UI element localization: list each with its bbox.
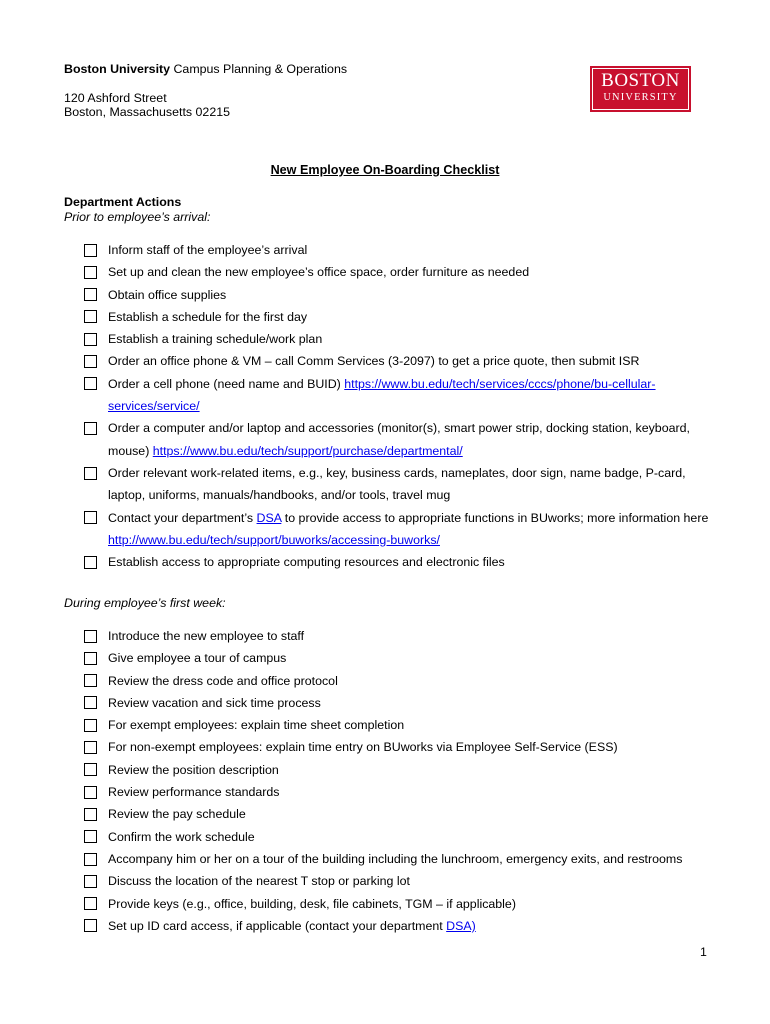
item-label: Establish a training schedule/work plan bbox=[108, 332, 323, 347]
checklist-item-text bbox=[108, 714, 724, 736]
checkbox[interactable] bbox=[84, 741, 97, 754]
item-label: Contact your department’s bbox=[108, 510, 257, 525]
page-number: 1 bbox=[700, 945, 707, 959]
checklist-item bbox=[84, 915, 724, 937]
checkbox[interactable] bbox=[84, 919, 97, 932]
item-link[interactable]: https://www.bu.edu/tech/support/purchase/departmental/ bbox=[152, 443, 463, 458]
checkbox[interactable] bbox=[84, 244, 97, 257]
item-label: Obtain office supplies bbox=[108, 287, 227, 302]
item-label: Accompany him or her on a tour of the building including the lunchroom, emergency exits, and restrooms bbox=[108, 851, 683, 866]
checklist-item bbox=[84, 803, 724, 825]
checklist-item bbox=[84, 507, 724, 552]
item-label: Order a cell phone (need name and BUID) bbox=[108, 376, 345, 391]
org-name: Boston University bbox=[64, 62, 171, 76]
checkbox[interactable] bbox=[84, 674, 97, 687]
checklist-item-text bbox=[108, 803, 724, 825]
checkbox[interactable] bbox=[84, 355, 97, 368]
checkbox[interactable] bbox=[84, 719, 97, 732]
checklist-item-text bbox=[108, 417, 724, 462]
org-department: Campus Planning & Operations bbox=[170, 62, 348, 76]
first-week-heading: During employee’s first week: bbox=[64, 596, 226, 610]
checklist-item bbox=[84, 462, 724, 507]
checklist-item bbox=[84, 239, 724, 261]
checklist-item bbox=[84, 781, 724, 803]
checkbox[interactable] bbox=[84, 830, 97, 843]
checklist-item-text bbox=[108, 462, 724, 507]
item-link[interactable]: DSA bbox=[256, 510, 282, 525]
checklist-item bbox=[84, 670, 724, 692]
address-line-2: Boston, Massachusetts 02215 bbox=[64, 105, 230, 119]
checkbox[interactable] bbox=[84, 652, 97, 665]
checkbox[interactable] bbox=[84, 630, 97, 643]
checklist-item-text bbox=[108, 350, 724, 372]
item-label: Inform staff of the employee’s arrival bbox=[108, 243, 308, 257]
checklist-item-text bbox=[108, 915, 724, 937]
item-label: Order a computer and/or laptop and accessories (monitor(s), smart power strip, docking station, keyboard, mouse) bbox=[108, 421, 690, 458]
item-label: For exempt employees: explain time sheet completion bbox=[108, 718, 405, 733]
logo-line-1: BOSTON bbox=[601, 70, 680, 91]
checkbox[interactable] bbox=[84, 422, 97, 435]
checkbox[interactable] bbox=[84, 853, 97, 866]
checklist-item-text bbox=[108, 692, 724, 714]
checklist-item bbox=[84, 284, 724, 306]
checklist-item bbox=[84, 893, 724, 915]
checklist-item bbox=[84, 759, 724, 781]
checklist-item-text bbox=[108, 261, 724, 283]
item-label: Introduce the new employee to staff bbox=[108, 629, 305, 643]
checkbox[interactable] bbox=[84, 266, 97, 279]
checklist-item bbox=[84, 328, 724, 350]
checklist-item bbox=[84, 625, 724, 647]
address-line-1: 120 Ashford Street bbox=[64, 90, 167, 105]
checklist-item-text bbox=[108, 670, 724, 692]
checklist-item bbox=[84, 692, 724, 714]
org-line bbox=[64, 62, 347, 77]
page-title: New Employee On-Boarding Checklist bbox=[270, 163, 500, 177]
item-label: Confirm the work schedule bbox=[108, 829, 255, 844]
checkbox[interactable] bbox=[84, 377, 97, 390]
checklist-item-text bbox=[108, 781, 724, 803]
checkbox[interactable] bbox=[84, 786, 97, 799]
department-actions-heading: Department Actions bbox=[64, 195, 182, 209]
prior-arrival-checklist bbox=[84, 239, 724, 573]
checklist-item bbox=[84, 870, 724, 892]
checkbox[interactable] bbox=[84, 333, 97, 346]
item-label: Set up and clean the new employee’s office space, order furniture as needed bbox=[108, 265, 530, 280]
item-label: Review the pay schedule bbox=[108, 807, 246, 822]
item-link[interactable]: DSA) bbox=[446, 918, 476, 933]
checklist-item bbox=[84, 261, 724, 283]
checklist-item bbox=[84, 373, 724, 418]
checklist-item bbox=[84, 848, 724, 870]
checklist-item-text bbox=[108, 551, 724, 573]
checkbox[interactable] bbox=[84, 310, 97, 323]
checklist-item bbox=[84, 551, 724, 573]
checklist-item-text bbox=[108, 239, 724, 261]
checklist-item bbox=[84, 714, 724, 736]
item-label: Review performance standards bbox=[108, 785, 280, 800]
letterhead bbox=[64, 62, 347, 120]
checklist-item-text bbox=[108, 625, 724, 647]
checklist-item-text bbox=[108, 736, 724, 758]
checkbox[interactable] bbox=[84, 696, 97, 709]
checkbox[interactable] bbox=[84, 808, 97, 821]
checklist-item-text bbox=[108, 893, 724, 915]
checklist-item-text bbox=[108, 507, 724, 552]
checkbox[interactable] bbox=[84, 467, 97, 480]
checkbox[interactable] bbox=[84, 897, 97, 910]
checklist-item bbox=[84, 647, 724, 669]
logo-line-2: UNIVERSITY bbox=[603, 92, 678, 103]
item-label: Review the position description bbox=[108, 762, 279, 777]
item-label: Order relevant work-related items, e.g., key, business cards, nameplates, door sign, name badge, P-card, laptop, uniforms, manuals/handbooks, and/or tools, travel mug bbox=[108, 465, 686, 503]
checkbox[interactable] bbox=[84, 763, 97, 776]
checklist-item bbox=[84, 826, 724, 848]
checklist-item-text bbox=[108, 848, 724, 870]
checkbox[interactable] bbox=[84, 511, 97, 524]
prior-arrival-heading: Prior to employee’s arrival: bbox=[64, 210, 211, 224]
checkbox[interactable] bbox=[84, 288, 97, 301]
checklist-item-text bbox=[108, 870, 724, 892]
checklist-item bbox=[84, 736, 724, 758]
item-label: Discuss the location of the nearest T stop or parking lot bbox=[108, 874, 410, 889]
item-label: Establish access to appropriate computing resources and electronic files bbox=[108, 555, 505, 570]
checklist-item-text bbox=[108, 826, 724, 848]
checklist-item bbox=[84, 306, 724, 328]
item-label: Provide keys (e.g., office, building, desk, file cabinets, TGM – if applicable) bbox=[108, 896, 516, 911]
boston-university-logo bbox=[590, 66, 691, 112]
checklist-item bbox=[84, 417, 724, 462]
item-label: Order an office phone & VM – call Comm Services (3-2097) to get a price quote, then submit ISR bbox=[108, 354, 640, 369]
item-label: For non-exempt employees: explain time entry on BUworks via Employee Self-Service (ESS) bbox=[108, 740, 618, 755]
first-week-checklist bbox=[84, 625, 724, 937]
checklist-item-text bbox=[108, 306, 724, 328]
item-label-continued: to provide access to appropriate functions in BUworks; more information here bbox=[281, 510, 709, 525]
item-label: Establish a schedule for the first day bbox=[108, 309, 308, 324]
checklist-item-text bbox=[108, 647, 724, 669]
checklist-item-text bbox=[108, 373, 724, 418]
item-label: Review the dress code and office protocol bbox=[108, 673, 338, 688]
checklist-item-text bbox=[108, 284, 724, 306]
checklist-item bbox=[84, 350, 724, 372]
item-link[interactable]: http://www.bu.edu/tech/support/buworks/accessing-buworks/ bbox=[108, 532, 440, 547]
checkbox[interactable] bbox=[84, 875, 97, 888]
item-label: Give employee a tour of campus bbox=[108, 651, 287, 666]
item-label: Set up ID card access, if applicable (contact your department bbox=[108, 918, 447, 933]
checklist-item-text bbox=[108, 759, 724, 781]
item-link[interactable]: https://www.bu.edu/tech/services/cccs/phone/bu-cellular-services/service/ bbox=[108, 376, 656, 414]
checklist-item-text bbox=[108, 328, 724, 350]
item-label: Review vacation and sick time process bbox=[108, 695, 321, 710]
checkbox[interactable] bbox=[84, 556, 97, 569]
